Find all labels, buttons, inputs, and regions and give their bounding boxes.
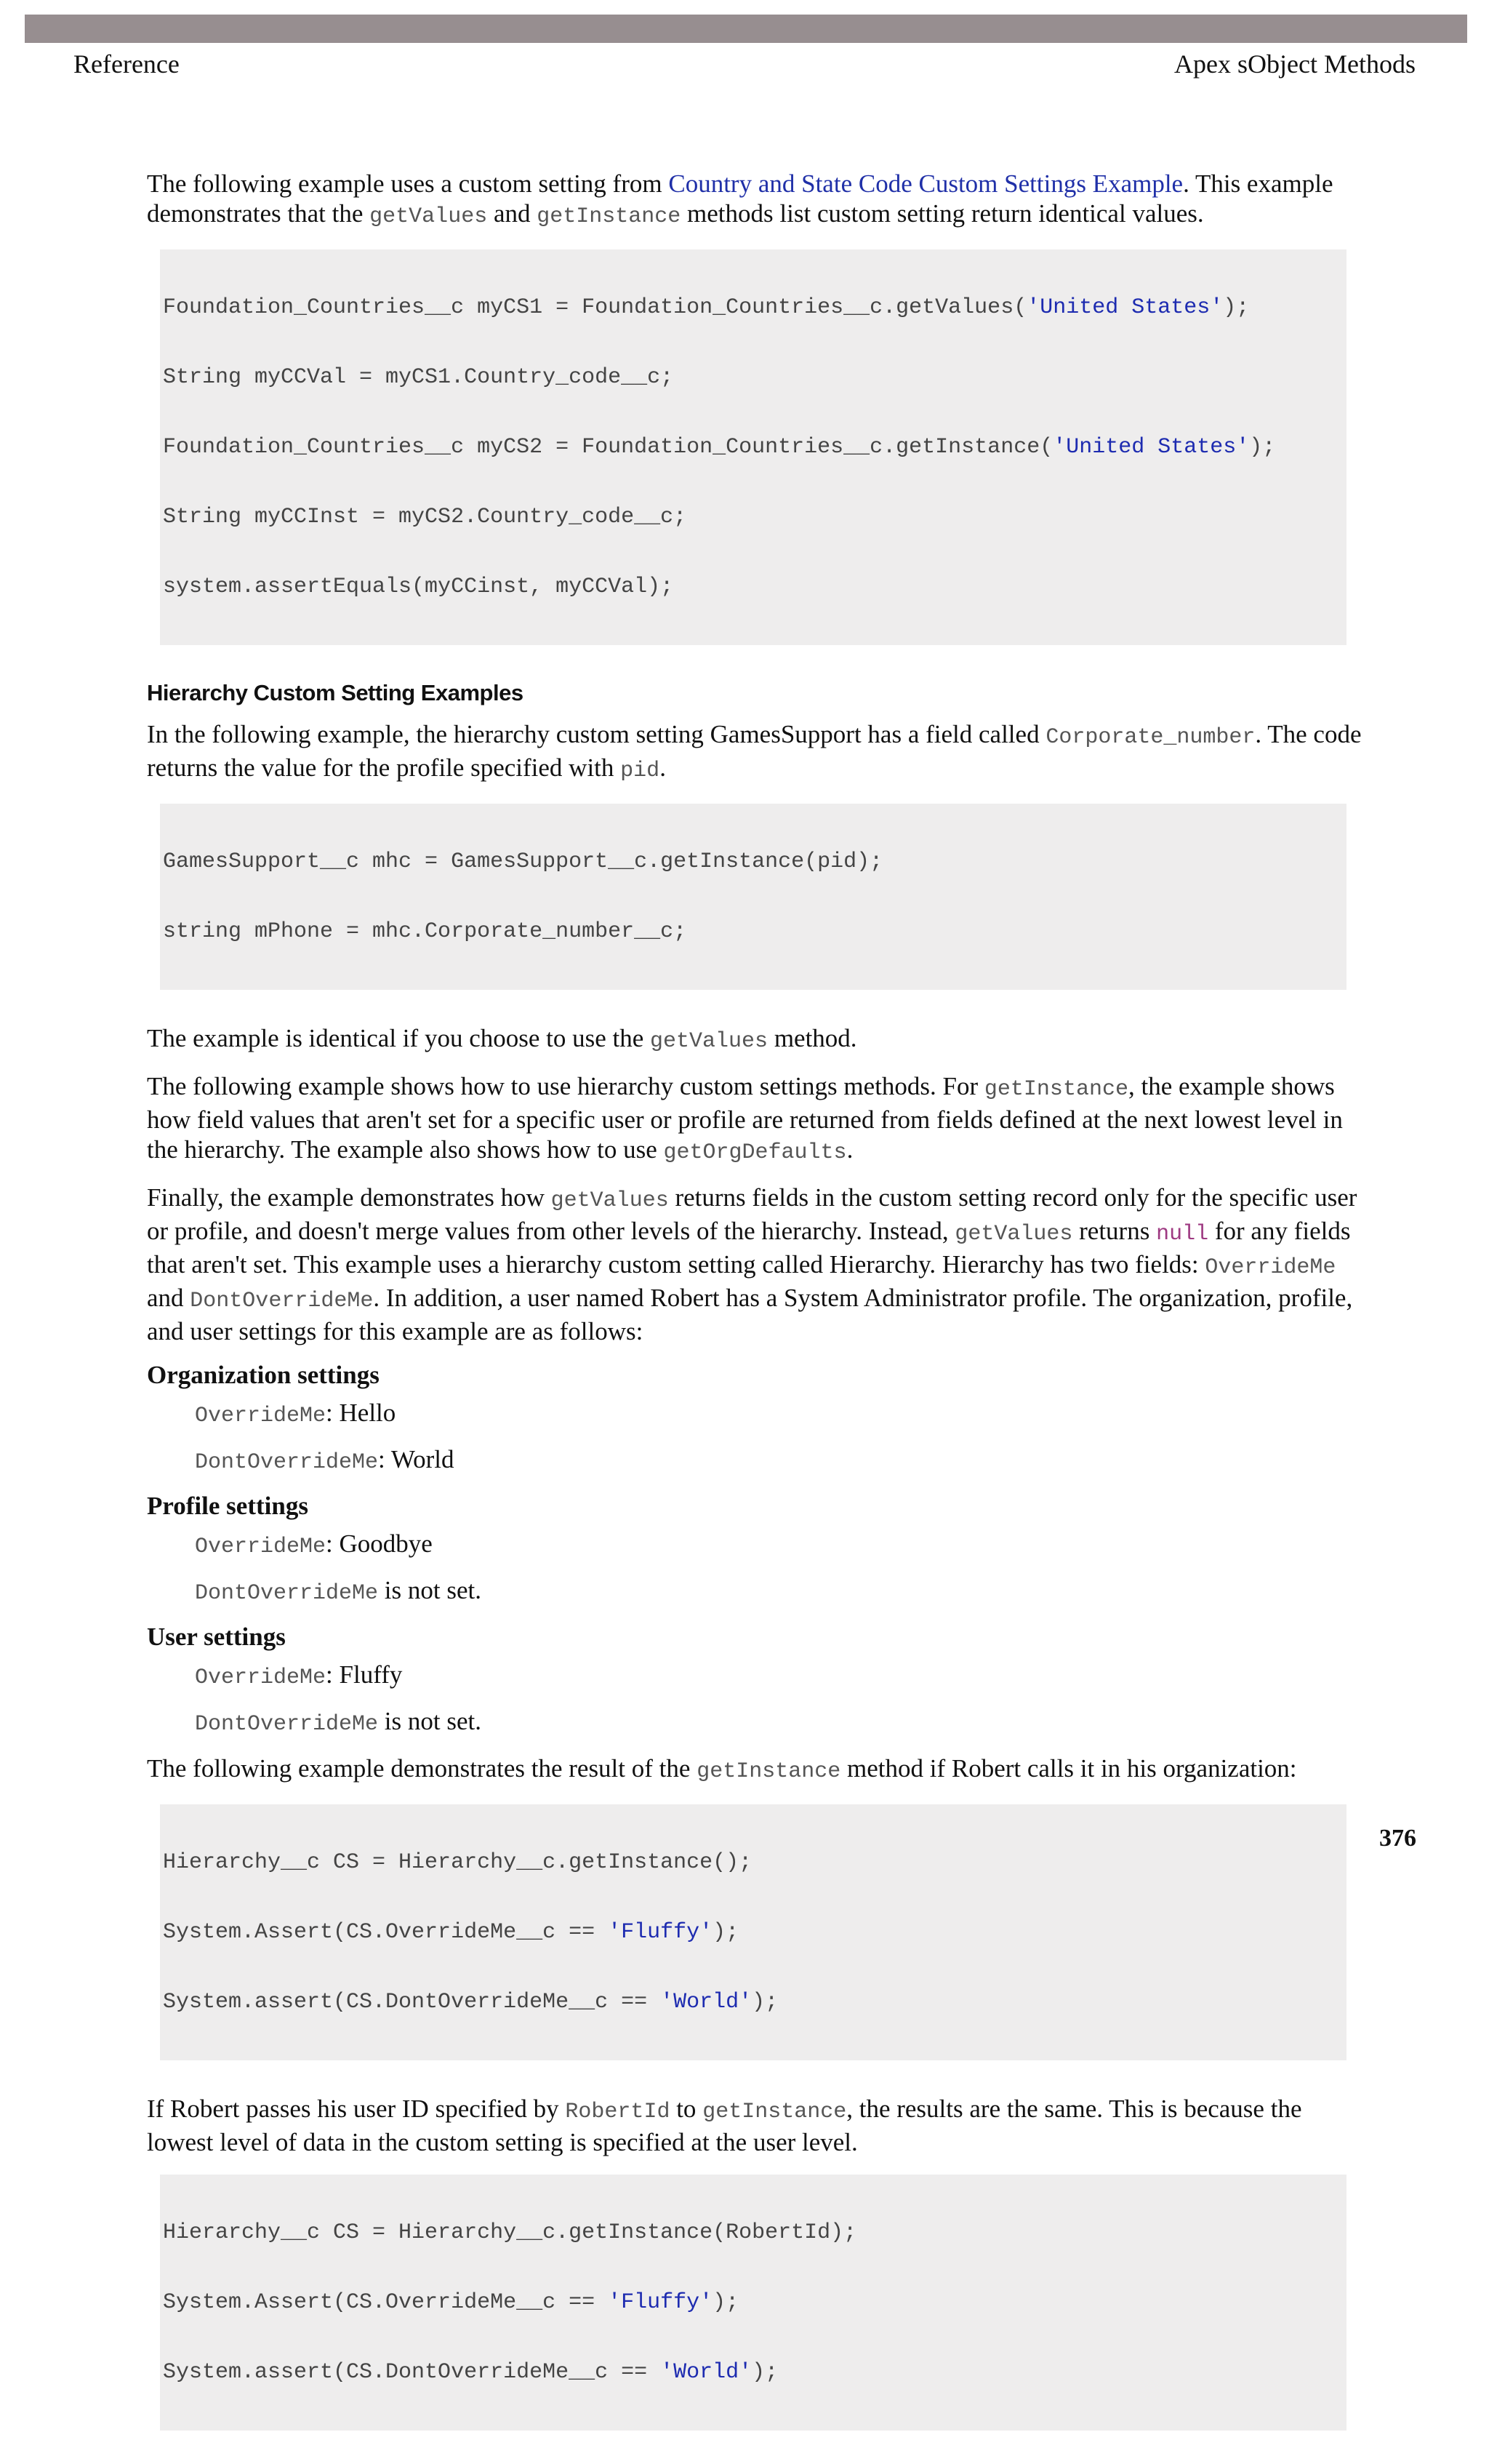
inline-code: DontOverrideMe xyxy=(190,1289,374,1313)
paragraph-getinstance-result: The following example demonstrates the result of the getInstance method if Robert calls it in his organization: xyxy=(147,1754,1297,1784)
code-line: system.assertEquals(myCCinst, myCCVal); xyxy=(163,575,674,599)
inline-code: getInstance xyxy=(697,1759,841,1784)
org-setting-dontoverrideme: DontOverrideMe: World xyxy=(195,1445,454,1475)
org-setting-overrideme: OverrideMe: Hello xyxy=(195,1399,396,1428)
section-heading: Hierarchy Custom Setting Examples xyxy=(147,680,523,705)
inline-code: getOrgDefaults xyxy=(663,1140,847,1165)
code-line: Foundation_Countries__c myCS2 = Foundation_Countries__c.getInstance('United States'); xyxy=(163,435,1276,460)
code-line: System.assert(CS.DontOverrideMe__c == 'World'); xyxy=(163,2360,779,2385)
code-line: String myCCInst = myCS2.Country_code__c; xyxy=(163,505,687,529)
inline-code: getValues xyxy=(550,1188,669,1213)
code-block-3 xyxy=(160,1804,1346,2060)
header-section-right: Apex sObject Methods xyxy=(1174,49,1416,79)
paragraph-identical: The example is identical if you choose to use the getValues method. xyxy=(147,1024,857,1054)
inline-code: getValues xyxy=(955,1222,1073,1247)
user-settings-title: User settings xyxy=(147,1623,286,1651)
code-line: Hierarchy__c CS = Hierarchy__c.getInstance(RobertId); xyxy=(163,2220,857,2245)
profile-setting-overrideme: OverrideMe: Goodbye xyxy=(195,1529,433,1559)
user-setting-overrideme: OverrideMe: Fluffy xyxy=(195,1660,403,1690)
inline-code: getInstance xyxy=(702,2100,847,2124)
intro-text-2: . This example demonstrates that the xyxy=(147,169,1333,228)
code-block-1 xyxy=(160,249,1346,645)
org-settings-title: Organization settings xyxy=(147,1361,380,1389)
code-line: string mPhone = mhc.Corporate_number__c; xyxy=(163,919,687,944)
intro-text-4: methods list custom setting return identical values. xyxy=(681,199,1204,228)
country-state-example-link[interactable]: Country and State Code Custom Settings Example xyxy=(668,169,1184,198)
paragraph-gamessupport: In the following example, the hierarchy custom setting GamesSupport has a field called Corporate_number. The code returns the value for the profile specified with pid. xyxy=(147,720,1362,783)
code-line: System.Assert(CS.OverrideMe__c == 'Fluffy'); xyxy=(163,1920,739,1945)
intro-paragraph xyxy=(147,169,1364,232)
code-line: Hierarchy__c CS = Hierarchy__c.getInstance(); xyxy=(163,1850,752,1875)
header-bar xyxy=(25,15,1467,43)
inline-code: OverrideMe xyxy=(1205,1255,1336,1280)
inline-code: Corporate_number xyxy=(1045,725,1256,750)
code-block-4 xyxy=(160,2175,1346,2431)
profile-setting-dontoverrideme: DontOverrideMe is not set. xyxy=(195,1576,481,1606)
code-line: System.assert(CS.DontOverrideMe__c == 'World'); xyxy=(163,1990,779,2015)
inline-code: getInstance xyxy=(984,1077,1128,1102)
inline-code: pid xyxy=(620,759,660,783)
code-line: Foundation_Countries__c myCS1 = Foundation_Countries__c.getValues('United States'); xyxy=(163,295,1250,320)
intro-text-3: and xyxy=(487,199,537,228)
inline-code: getValues xyxy=(369,204,488,229)
paragraph-hierarchy-methods: The following example shows how to use hierarchy custom settings methods. For getInstance, the example shows how field values that aren't set for a specific user or profile are returned from fields defined at the next lowest level in the hierarchy. The example also shows how to use getOrgDefaults. xyxy=(147,1072,1343,1165)
paragraph-getvalues: Finally, the example demonstrates how getValues returns fields in the custom setting record only for the specific user or profile, and doesn't merge values from other levels of the hierarchy. Instead, getValues returns null for any fields that aren't set. This example uses a hierarchy custom setting called Hierarchy. Hierarchy has two fields: OverrideMe and DontOverrideMe. In addition, a user named Robert has a System Administrator profile. The organization, profile, and user settings for this example are as follows: xyxy=(147,1183,1357,1345)
header-section-left: Reference xyxy=(73,49,180,79)
user-setting-dontoverrideme: DontOverrideMe is not set. xyxy=(195,1707,481,1737)
inline-code: getInstance xyxy=(537,204,681,229)
code-line: System.Assert(CS.OverrideMe__c == 'Fluffy'); xyxy=(163,2290,739,2315)
inline-code-null: null xyxy=(1156,1222,1209,1247)
intro-text-1: The following example uses a custom setting from xyxy=(147,169,669,198)
code-line: String myCCVal = myCS1.Country_code__c; xyxy=(163,365,674,390)
code-block-2 xyxy=(160,804,1346,990)
profile-settings-title: Profile settings xyxy=(147,1492,308,1520)
page-content xyxy=(147,169,1364,2464)
inline-code: RobertId xyxy=(565,2100,670,2124)
code-line: GamesSupport__c mhc = GamesSupport__c.getInstance(pid); xyxy=(163,849,883,874)
paragraph-robertid: If Robert passes his user ID specified by RobertId to getInstance, the results are the same. This is because the lowest level of data in the custom setting is specified at the user level. xyxy=(147,2095,1302,2156)
page-number: 376 xyxy=(1379,1825,1416,1852)
inline-code: getValues xyxy=(650,1029,768,1054)
